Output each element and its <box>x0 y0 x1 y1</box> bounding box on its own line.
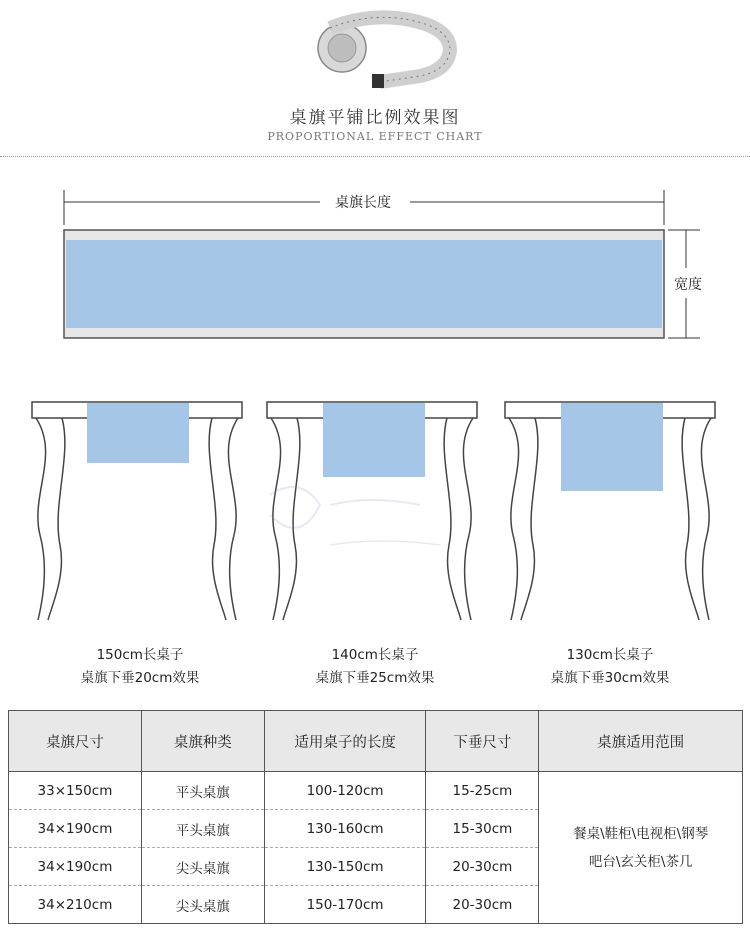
caption-effect: 桌旗下垂30cm效果 <box>550 670 670 686</box>
header-drop: 下垂尺寸 <box>426 711 539 772</box>
tape-measure-icon <box>310 10 480 95</box>
scope-line-1: 餐桌\鞋柜\电视柜\钢琴 <box>573 825 709 842</box>
cell-table-length: 130-160cm <box>264 810 426 848</box>
header-scope: 桌旗适用范围 <box>539 711 743 772</box>
tables-illustration <box>0 395 750 630</box>
runner-width-label: 宽度 <box>674 277 702 293</box>
cell-drop: 20-30cm <box>426 848 539 886</box>
table-130 <box>505 402 715 620</box>
cell-size: 33×150cm <box>9 772 142 810</box>
cell-table-length: 100-120cm <box>264 772 426 810</box>
caption-effect: 桌旗下垂25cm效果 <box>315 670 435 686</box>
table-row <box>9 772 743 810</box>
table-caption-3 <box>510 644 710 690</box>
table-caption-1 <box>40 644 240 690</box>
caption-effect: 桌旗下垂20cm效果 <box>80 670 200 686</box>
cell-drop: 20-30cm <box>426 886 539 924</box>
runner-length-label: 桌旗长度 <box>327 192 399 212</box>
cell-scope <box>539 772 743 924</box>
caption-size: 150cm长桌子 <box>96 647 184 663</box>
spec-table <box>8 710 743 924</box>
cell-table-length: 130-150cm <box>264 848 426 886</box>
cell-type: 平头桌旗 <box>141 772 264 810</box>
caption-size: 130cm长桌子 <box>566 647 654 663</box>
page-title: 桌旗平铺比例效果图 <box>289 108 461 128</box>
cell-drop: 15-25cm <box>426 772 539 810</box>
cell-drop: 15-30cm <box>426 810 539 848</box>
page-subtitle: PROPORTIONAL EFFECT CHART <box>267 130 483 143</box>
cell-type: 尖头桌旗 <box>141 886 264 924</box>
table-caption-2 <box>275 644 475 690</box>
cell-size: 34×210cm <box>9 886 142 924</box>
header-type: 桌旗种类 <box>141 711 264 772</box>
cell-type: 尖头桌旗 <box>141 848 264 886</box>
table-header-row <box>9 711 743 772</box>
table-150 <box>32 402 242 620</box>
header-table-length: 适用桌子的长度 <box>264 711 426 772</box>
table-140 <box>267 402 477 620</box>
cell-size: 34×190cm <box>9 810 142 848</box>
cell-size: 34×190cm <box>9 848 142 886</box>
caption-size: 140cm长桌子 <box>331 647 419 663</box>
scope-line-2: 吧台\玄关柜\茶几 <box>588 853 693 870</box>
divider <box>0 156 750 157</box>
cell-table-length: 150-170cm <box>264 886 426 924</box>
header-size: 桌旗尺寸 <box>9 711 142 772</box>
cell-type: 平头桌旗 <box>141 810 264 848</box>
